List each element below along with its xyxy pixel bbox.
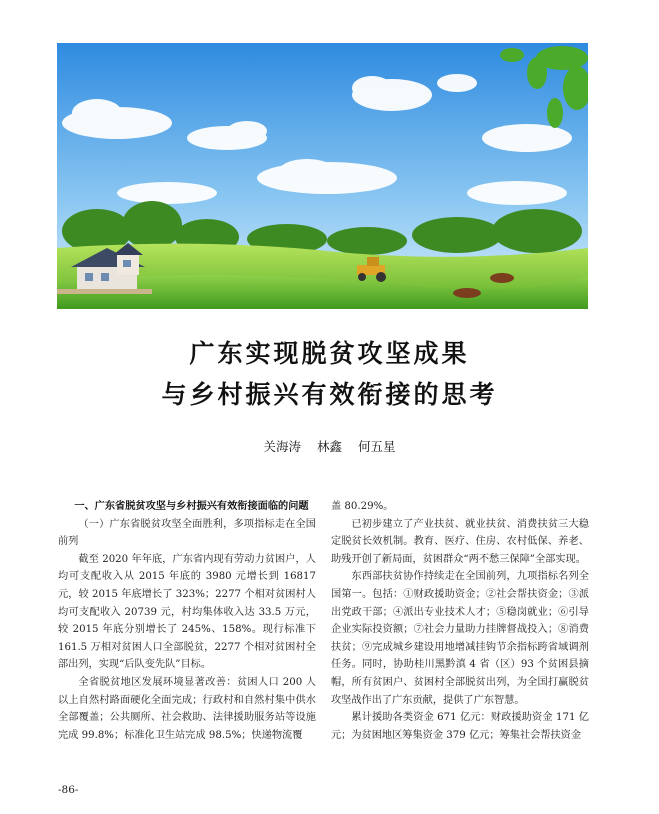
banner-illustration [57, 43, 588, 309]
right-column [331, 498, 589, 744]
left-column [58, 498, 316, 744]
author-name: 林鑫 [316, 439, 342, 454]
body-paragraph: 全省脱贫地区发展环境显著改善：贫困人口 200 人以上自然村路面硬化全面完成；行政村和自然村集中供水全部覆盖；公共厕所、社会救助、法律援助服务站等设施完成 99.8%；标准化卫生站完成 98.5%；快递物流覆 [58, 676, 316, 741]
body-paragraph: 累计援助各类资金 671 亿元：财政援助资金 171 亿元；为贫困地区筹集资金 379 亿元；筹集社会帮扶资金 [331, 712, 589, 741]
author-name: 何五星 [357, 439, 396, 454]
body-paragraph: 东西部扶贫协作持续走在全国前列，九项指标名列全国第一。包括：①财政援助资金；②社会帮扶资金；③派出党政干部；④派出专业技术人才；⑤稳岗就业；⑥引导企业实际投资额；⑦社会力量助力挂牌督战投入；⑧消费扶贫；⑨完成城乡建设用地增减挂钩节余指标跨省域调剂任务。同时，协助桂川黑黔滇 4 省（区）93 个贫困县摘帽，所有贫困户、贫困村全部脱贫出列，为全国打赢脱贫攻坚战作出了广东贡献，提供了广东智慧。 [331, 571, 589, 706]
author-name: 关海涛 [263, 439, 301, 454]
body-paragraph: 截至 2020 年年底，广东省内现有劳动力贫困户，人均可支配收入从 2015 年底的 3980 元增长到 16817 元，较 2015 年底增长了 323%；2277 个相对贫困村人均可支配收入 20739 元，村均集体收入达 33.5 万元，较 2015 年底分别增长了 245%、158%。现行标准下 161.5 万相对贫困人口全部脱贫，2277 个相对贫困村全部出列，实现“后队变先队”目标。 [58, 553, 316, 671]
section-heading: 一、广东省脱贫攻坚与乡村振兴有效衔接面临的问题 [74, 501, 309, 512]
article-title-line-1: 广东实现脱贫攻坚成果 [189, 339, 470, 368]
body-paragraph: 盖 80.29%。 [331, 501, 394, 512]
author-list [0, 437, 659, 455]
article-title-line-2: 与乡村振兴有效衔接的思考 [161, 380, 498, 409]
page-number: -86- [58, 784, 79, 796]
body-paragraph: 已初步建立了产业扶贫、就业扶贫、消费扶贫三大稳定脱贫长效机制。教育、医疗、住房、农村低保、养老、助残开创了新局面，贫困群众“两不愁三保障”全部实现。 [331, 518, 589, 565]
subsection-heading: （一）广东省脱贫攻坚全面胜利，多项指标走在全国前列 [58, 518, 316, 548]
